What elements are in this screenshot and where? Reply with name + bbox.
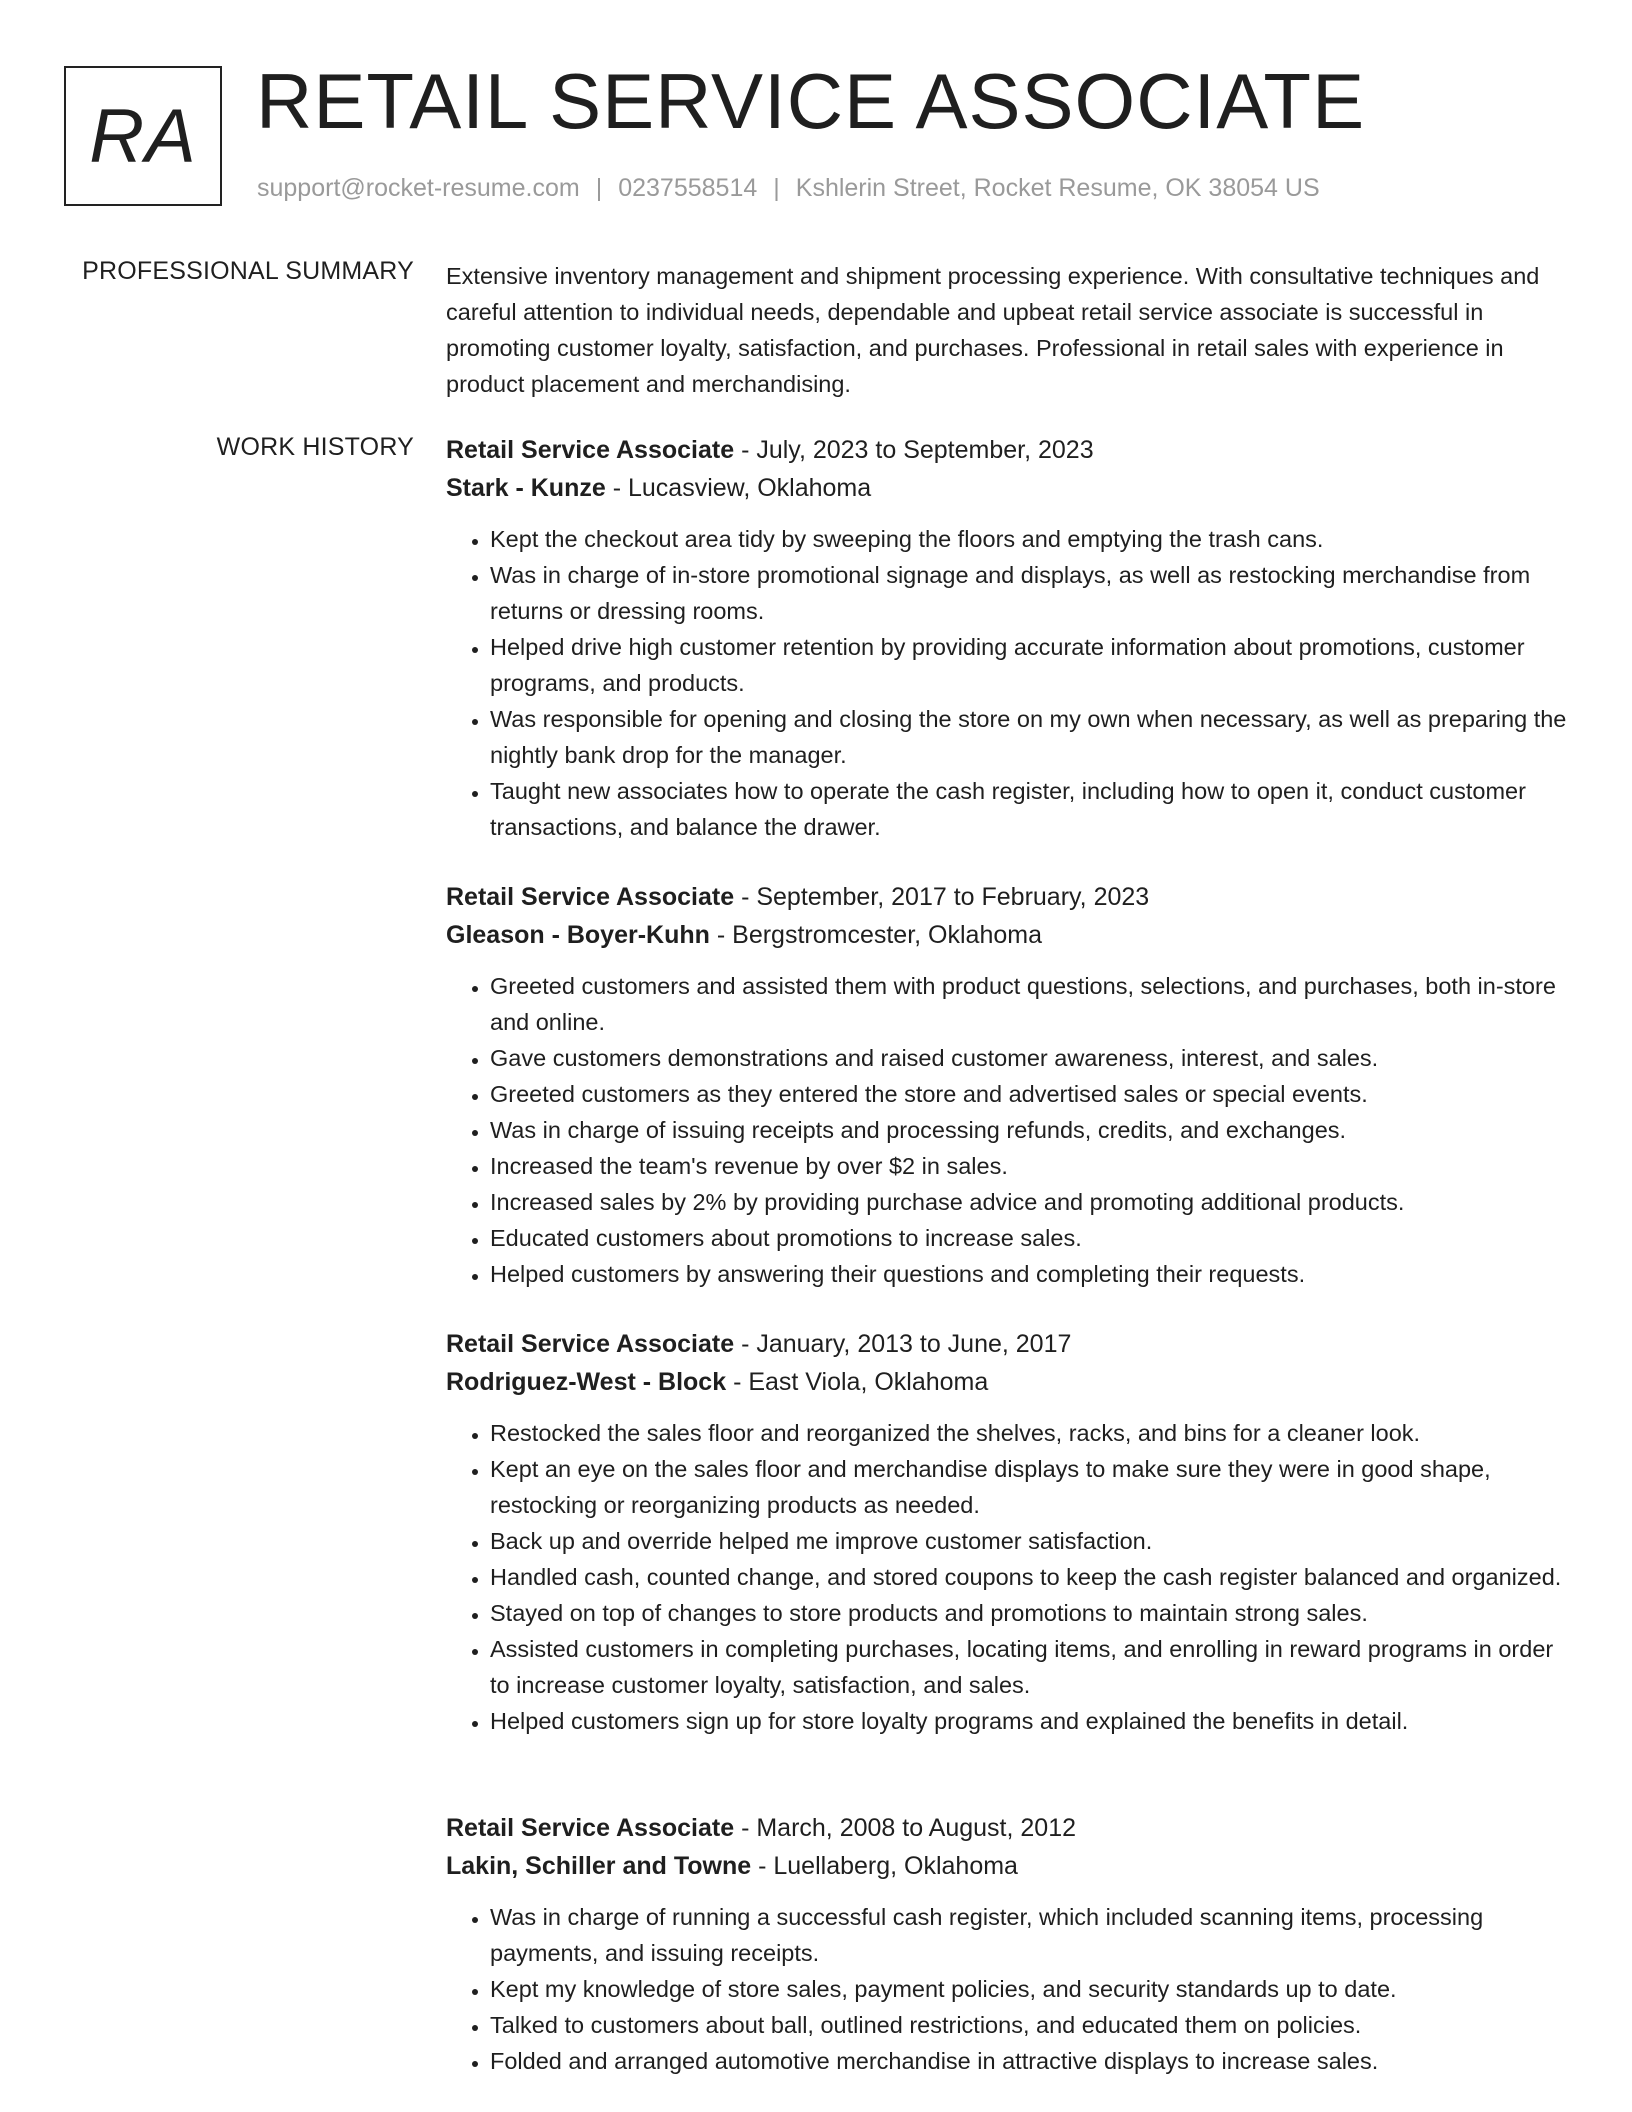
job-bullet-list [446, 1415, 1576, 1739]
contact-separator: | [773, 174, 780, 202]
job-bullet: • Increased the team's revenue by over $2 in sales. [490, 1148, 1576, 1184]
monogram-box [64, 66, 222, 206]
job-company-line [446, 1847, 1576, 1885]
job-title: Retail Service Associate [446, 436, 735, 464]
job-bullet: • Greeted customers and assisted them with product questions, selections, and purchases, both in-store and online. [490, 968, 1576, 1040]
job-bullet: • Back up and override helped me improve customer satisfaction. [490, 1523, 1576, 1559]
job-bullet-list [446, 968, 1576, 1292]
job-bullet: • Restocked the sales floor and reorganized the shelves, racks, and bins for a cleaner look. [490, 1415, 1576, 1451]
job-location: - Luellaberg, Oklahoma [751, 1852, 1018, 1880]
contact-phone: 0237558514 [618, 174, 758, 202]
job-company: Lakin, Schiller and Towne [446, 1852, 752, 1880]
job-company-line [446, 1363, 1576, 1401]
job-bullet: • Taught new associates how to operate the cash register, including how to open it, conduct customer transactions, and balance the drawer. [490, 773, 1576, 845]
job-dates: - March, 2008 to August, 2012 [734, 1814, 1077, 1842]
contact-email: support@rocket-resume.com [257, 174, 580, 202]
job-bullet: • Greeted customers as they entered the store and advertised sales or special events. [490, 1076, 1576, 1112]
job-company: Rodriguez-West - Block [446, 1368, 727, 1396]
monogram-initials: RA [89, 93, 197, 179]
job-location: - Bergstromcester, Oklahoma [709, 921, 1042, 949]
job-bullet: • Gave customers demonstrations and raised customer awareness, interest, and sales. [490, 1040, 1576, 1076]
job-bullet: • Helped drive high customer retention by providing accurate information about promotions, customer programs, and products. [490, 629, 1576, 701]
contact-line [257, 174, 1320, 203]
job-bullet-list [446, 1899, 1576, 2079]
job-title-line [446, 878, 1576, 916]
job-bullet: • Helped customers sign up for store loyalty programs and explained the benefits in detail. [490, 1703, 1576, 1739]
job-bullet: • Assisted customers in completing purchases, locating items, and enrolling in reward programs in order to increase customer loyalty, satisfaction, and sales. [490, 1631, 1576, 1703]
section-label-work-history: WORK HISTORY [216, 433, 414, 461]
job-company: Gleason - Boyer-Kuhn [446, 921, 710, 949]
job-location: - East Viola, Oklahoma [726, 1368, 989, 1396]
job-title: Retail Service Associate [446, 1330, 735, 1358]
summary-text: Extensive inventory management and shipment processing experience. With consultative techniques and careful attention to individual needs, dependable and upbeat retail service associate is successful in promoting customer loyalty, satisfaction, and purchases. Professional in retail sales with experience in product placement and merchandising. [446, 263, 1540, 397]
job-title: Retail Service Associate [446, 883, 735, 911]
job-bullet-list [446, 521, 1576, 845]
job-bullet: • Was in charge of running a successful cash register, which included scanning items, processing payments, and issuing receipts. [490, 1899, 1576, 1971]
contact-address: Kshlerin Street, Rocket Resume, OK 38054 US [795, 174, 1320, 202]
job-location: - Lucasview, Oklahoma [605, 474, 872, 502]
job-company: Stark - Kunze [446, 474, 606, 502]
resume-title: RETAIL SERVICE ASSOCIATE [256, 57, 1366, 145]
job-bullet: • Stayed on top of changes to store products and promotions to maintain strong sales. [490, 1595, 1576, 1631]
job-bullet: • Kept the checkout area tidy by sweeping the floors and emptying the trash cans. [490, 521, 1576, 557]
job-dates: - January, 2013 to June, 2017 [734, 1330, 1072, 1358]
job-dates: - July, 2023 to September, 2023 [734, 436, 1094, 464]
job-entry [446, 431, 1576, 845]
job-title: Retail Service Associate [446, 1814, 735, 1842]
job-title-line [446, 1325, 1576, 1363]
section-label-summary: PROFESSIONAL SUMMARY [82, 257, 414, 285]
job-title-line [446, 431, 1576, 469]
job-title-line [446, 1809, 1576, 1847]
contact-separator: | [595, 174, 603, 202]
job-bullet: • Educated customers about promotions to increase sales. [490, 1220, 1576, 1256]
job-bullet: • Increased sales by 2% by providing purchase advice and promoting additional products. [490, 1184, 1576, 1220]
job-company-line [446, 916, 1576, 954]
job-bullet: • Handled cash, counted change, and stored coupons to keep the cash register balanced and organized. [490, 1559, 1576, 1595]
job-bullet: • Kept an eye on the sales floor and merchandise displays to make sure they were in good shape, restocking or reorganizing products as needed. [490, 1451, 1576, 1523]
job-bullet: • Was in charge of in-store promotional signage and displays, as well as restocking merchandise from returns or dressing rooms. [490, 557, 1576, 629]
job-dates: - September, 2017 to February, 2023 [734, 883, 1150, 911]
job-bullet: • Folded and arranged automotive merchandise in attractive displays to increase sales. [490, 2043, 1576, 2079]
job-entry [446, 1325, 1576, 1739]
job-bullet: • Kept my knowledge of store sales, payment policies, and security standards up to date. [490, 1971, 1576, 2007]
job-bullet: • Helped customers by answering their questions and completing their requests. [490, 1256, 1576, 1292]
job-bullet: • Talked to customers about ball, outlined restrictions, and educated them on policies. [490, 2007, 1576, 2043]
job-entry [446, 1809, 1576, 2079]
job-entry [446, 878, 1576, 1292]
job-bullet: • Was in charge of issuing receipts and processing refunds, credits, and exchanges. [490, 1112, 1576, 1148]
job-bullet: • Was responsible for opening and closing the store on my own when necessary, as well as preparing the nightly bank drop for the manager. [490, 701, 1576, 773]
job-company-line [446, 469, 1576, 507]
